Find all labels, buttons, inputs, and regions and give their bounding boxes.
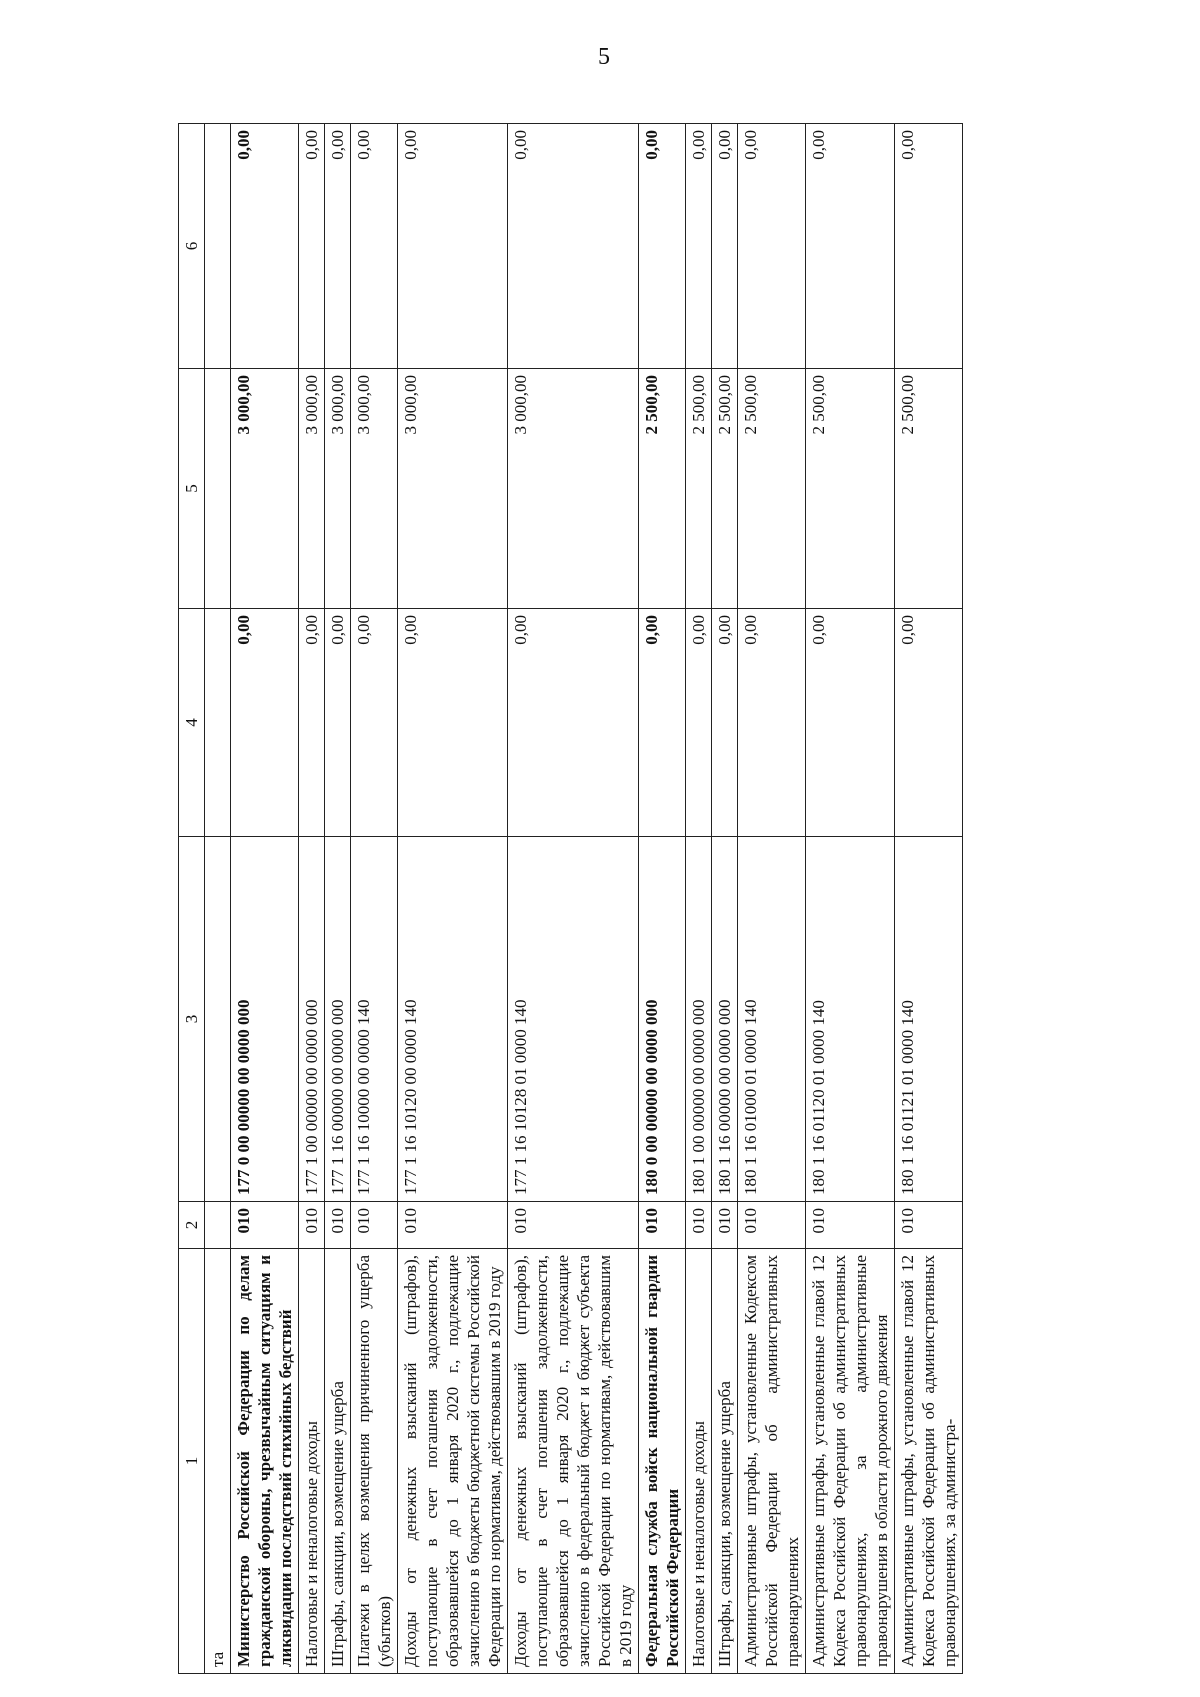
row-line-code-cell: 010 <box>325 1202 351 1249</box>
row-line-code-cell: 010 <box>895 1202 963 1249</box>
table-row <box>231 124 299 1674</box>
table-row <box>508 124 639 1674</box>
table-body <box>205 124 963 1674</box>
row-col5-value-cell: 2 500,00 <box>686 369 712 609</box>
row-col5-value-cell: 3 000,00 <box>508 369 639 609</box>
row-col5-value-cell <box>205 369 231 609</box>
row-budget-code-cell: 177 1 16 10120 00 0000 140 <box>398 837 508 1202</box>
row-col6-value-cell: 0,00 <box>299 124 325 369</box>
row-budget-code-cell: 180 1 16 00000 00 0000 000 <box>712 837 738 1202</box>
row-line-code-cell: 010 <box>686 1202 712 1249</box>
row-name-cell: Доходы от денежных взысканий (штрафов), поступающие в счет погашения задолженности, образовавшейся до 1 января 2020 г., подлежащие зачислению в федеральный бюджет и бюджет субъекта Российской Федерации по нормативам, действовавшим в 2019 году <box>508 1249 639 1674</box>
row-budget-code-cell: 180 0 00 00000 00 0000 000 <box>639 837 686 1202</box>
row-col4-value-cell: 0,00 <box>738 609 806 837</box>
row-col4-value-cell: 0,00 <box>639 609 686 837</box>
row-name-cell: Административные штрафы, установленные Кодексом Российской Федерации об административных правонарушениях <box>738 1249 806 1674</box>
row-col6-value-cell: 0,00 <box>895 124 963 369</box>
row-col5-value-cell: 3 000,00 <box>351 369 398 609</box>
row-name-cell: Налоговые и неналоговые доходы <box>299 1249 325 1674</box>
row-col4-value-cell: 0,00 <box>712 609 738 837</box>
row-col6-value-cell: 0,00 <box>806 124 895 369</box>
header-col-6: 6 <box>179 124 205 369</box>
row-col6-value-cell <box>205 124 231 369</box>
table-row <box>325 124 351 1674</box>
row-name-cell: Административные штрафы, установленные главой 12 Кодекса Российской Федерации об административных правонарушениях, за администра- <box>895 1249 963 1674</box>
header-col-4: 4 <box>179 609 205 837</box>
header-col-3: 3 <box>179 837 205 1202</box>
row-col5-value-cell: 3 000,00 <box>231 369 299 609</box>
table-row <box>686 124 712 1674</box>
table-row <box>398 124 508 1674</box>
row-name-cell: Штрафы, санкции, возмещение ущерба <box>325 1249 351 1674</box>
header-col-2: 2 <box>179 1202 205 1249</box>
row-budget-code-cell: 177 0 00 00000 00 0000 000 <box>231 837 299 1202</box>
table-row <box>205 124 231 1674</box>
row-line-code-cell: 010 <box>806 1202 895 1249</box>
row-col6-value-cell: 0,00 <box>325 124 351 369</box>
row-col6-value-cell: 0,00 <box>639 124 686 369</box>
rotated-table-wrapper <box>178 124 1058 1674</box>
row-col6-value-cell: 0,00 <box>712 124 738 369</box>
row-line-code-cell: 010 <box>738 1202 806 1249</box>
table-row <box>806 124 895 1674</box>
row-col5-value-cell: 3 000,00 <box>398 369 508 609</box>
row-name-cell: Налоговые и неналоговые доходы <box>686 1249 712 1674</box>
row-line-code-cell <box>205 1202 231 1249</box>
row-col4-value-cell: 0,00 <box>325 609 351 837</box>
row-col4-value-cell: 0,00 <box>299 609 325 837</box>
row-col5-value-cell: 2 500,00 <box>806 369 895 609</box>
header-col-1: 1 <box>179 1249 205 1674</box>
row-col6-value-cell: 0,00 <box>351 124 398 369</box>
row-col5-value-cell: 3 000,00 <box>299 369 325 609</box>
row-col4-value-cell: 0,00 <box>508 609 639 837</box>
row-col6-value-cell: 0,00 <box>686 124 712 369</box>
row-budget-code-cell: 180 1 00 00000 00 0000 000 <box>686 837 712 1202</box>
row-budget-code-cell: 180 1 16 01000 01 0000 140 <box>738 837 806 1202</box>
row-col4-value-cell: 0,00 <box>231 609 299 837</box>
row-name-cell: Министерство Российской Федерации по делам гражданской обороны, чрезвычайным ситуациям и ликвидации последствий стихийных бедствий <box>231 1249 299 1674</box>
table-row <box>738 124 806 1674</box>
row-name-cell: Платежи в целях возмещения причиненного ущерба (убытков) <box>351 1249 398 1674</box>
row-col4-value-cell: 0,00 <box>351 609 398 837</box>
row-col4-value-cell: 0,00 <box>398 609 508 837</box>
row-col4-value-cell: 0,00 <box>686 609 712 837</box>
row-budget-code-cell: 180 1 16 01121 01 0000 140 <box>895 837 963 1202</box>
row-col5-value-cell: 2 500,00 <box>738 369 806 609</box>
row-line-code-cell: 010 <box>398 1202 508 1249</box>
row-name-cell: та <box>205 1249 231 1674</box>
row-name-cell: Доходы от денежных взысканий (штрафов), поступающие в счет погашения задолженности, образовавшейся до 1 января 2020 г., подлежащие зачислению в бюджеты бюджетной системы Российской Федерации по нормативам, действовавшим в 2019 году <box>398 1249 508 1674</box>
row-budget-code-cell <box>205 837 231 1202</box>
table-row <box>351 124 398 1674</box>
row-col6-value-cell: 0,00 <box>508 124 639 369</box>
header-row <box>179 124 205 1674</box>
row-col6-value-cell: 0,00 <box>738 124 806 369</box>
row-budget-code-cell: 177 1 00 00000 00 0000 000 <box>299 837 325 1202</box>
row-name-cell: Административные штрафы, установленные главой 12 Кодекса Российской Федерации об административных правонарушениях, за административные правонарушения в области дорожного движения <box>806 1249 895 1674</box>
header-col-5: 5 <box>179 369 205 609</box>
row-name-cell: Штрафы, санкции, возмещение ущерба <box>712 1249 738 1674</box>
row-line-code-cell: 010 <box>351 1202 398 1249</box>
row-budget-code-cell: 177 1 16 00000 00 0000 000 <box>325 837 351 1202</box>
row-budget-code-cell: 180 1 16 01120 01 0000 140 <box>806 837 895 1202</box>
row-line-code-cell: 010 <box>299 1202 325 1249</box>
revenue-table <box>178 123 963 1674</box>
row-col5-value-cell: 2 500,00 <box>712 369 738 609</box>
table-row <box>895 124 963 1674</box>
row-budget-code-cell: 177 1 16 10000 00 0000 140 <box>351 837 398 1202</box>
page-number: 5 <box>598 44 610 70</box>
row-col4-value-cell: 0,00 <box>895 609 963 837</box>
row-line-code-cell: 010 <box>508 1202 639 1249</box>
row-col4-value-cell <box>205 609 231 837</box>
row-col5-value-cell: 2 500,00 <box>895 369 963 609</box>
row-line-code-cell: 010 <box>231 1202 299 1249</box>
row-col5-value-cell: 2 500,00 <box>639 369 686 609</box>
row-col4-value-cell: 0,00 <box>806 609 895 837</box>
row-budget-code-cell: 177 1 16 10128 01 0000 140 <box>508 837 639 1202</box>
row-col6-value-cell: 0,00 <box>231 124 299 369</box>
row-line-code-cell: 010 <box>639 1202 686 1249</box>
row-name-cell: Федеральная служба войск национальной гвардии Российской Федерации <box>639 1249 686 1674</box>
row-line-code-cell: 010 <box>712 1202 738 1249</box>
row-col6-value-cell: 0,00 <box>398 124 508 369</box>
table-row <box>299 124 325 1674</box>
row-col5-value-cell: 3 000,00 <box>325 369 351 609</box>
table-row <box>712 124 738 1674</box>
table-row <box>639 124 686 1674</box>
